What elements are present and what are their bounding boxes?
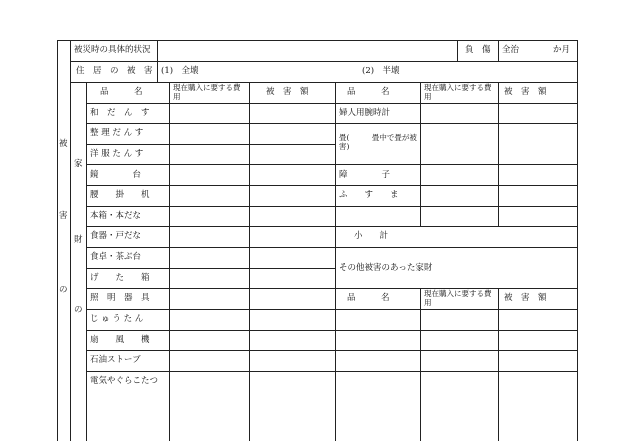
- rule: [86, 164, 577, 165]
- side-label: 財: [74, 235, 83, 245]
- rule: [70, 61, 577, 62]
- subtotal-label: 小 計: [354, 231, 389, 241]
- rule: [86, 123, 577, 124]
- list-item: 洋 服 た ん す: [90, 149, 144, 159]
- list-item: 本箱・本だな: [90, 211, 142, 221]
- column-header-item: 品 名: [347, 293, 390, 303]
- list-item: 石油ストーブ: [90, 355, 141, 365]
- rule: [157, 40, 158, 82]
- list-item: 婦人用腕時計: [339, 108, 391, 118]
- list-item: 整 理 だ ん す: [90, 128, 144, 138]
- rule: [86, 350, 577, 351]
- column-header-cost: 現在購入に要する費用: [424, 83, 492, 102]
- rule: [86, 185, 577, 186]
- rule: [86, 330, 577, 331]
- rule: [86, 82, 87, 441]
- list-item: 扇 風 機: [90, 335, 150, 345]
- side-label: 家: [74, 159, 83, 169]
- column-header-item: 品 名: [100, 87, 143, 97]
- rule: [57, 40, 577, 41]
- housing-option-full: (1) 全壊: [161, 66, 199, 76]
- list-item: ふ す ま: [339, 190, 399, 200]
- list-item: 食卓・茶ぶ台: [90, 252, 142, 262]
- rule: [577, 40, 578, 441]
- column-header-damage: 被 害 額: [504, 293, 547, 303]
- list-item: 照 明 器 具: [90, 293, 150, 303]
- rule: [498, 288, 499, 441]
- rule: [86, 247, 577, 248]
- side-label: 害: [59, 211, 68, 221]
- rule: [249, 82, 250, 441]
- rule: [86, 288, 577, 289]
- rule: [70, 82, 577, 83]
- rule: [498, 82, 499, 227]
- rule: [420, 82, 421, 227]
- housing-label: 住 居 の 被 害: [76, 66, 153, 76]
- list-item: 障 子: [339, 170, 391, 180]
- rule: [86, 371, 577, 372]
- list-item: 和 だ ん す: [90, 108, 150, 118]
- housing-option-half: (2) 半壊: [362, 66, 400, 76]
- rule: [57, 40, 58, 441]
- rule: [335, 82, 336, 441]
- list-item: げ た 箱: [90, 273, 150, 283]
- situation-label: 被災時の具体的状況: [74, 45, 151, 55]
- rule: [457, 40, 458, 61]
- list-item: 電気やぐらこたつ: [90, 376, 159, 386]
- side-label: 被: [59, 139, 68, 149]
- list-item: 腰 掛 机: [90, 190, 150, 200]
- rule: [86, 144, 335, 145]
- side-label: の: [59, 285, 68, 295]
- list-item: 食器・戸だな: [90, 231, 142, 241]
- column-header-cost: 現在購入に要する費用: [424, 289, 492, 308]
- column-header-damage: 被 害 額: [266, 87, 309, 97]
- other-items-label: その他被害のあった家財: [339, 263, 433, 273]
- rule: [86, 226, 577, 227]
- rule: [86, 309, 577, 310]
- rule: [70, 40, 71, 441]
- rule: [169, 82, 170, 441]
- column-header-cost: 現在購入に要する費用: [173, 83, 241, 102]
- rule: [420, 288, 421, 441]
- injury-label: 負 傷: [465, 45, 491, 55]
- rule: [498, 40, 499, 61]
- list-item: 畳( 畳中で畳が被害): [339, 133, 417, 152]
- list-item: じ ゅ う た ん: [90, 314, 144, 324]
- column-header-damage: 被 害 額: [504, 87, 547, 97]
- rule: [86, 206, 577, 207]
- side-label: の: [74, 305, 83, 315]
- column-header-item: 品 名: [347, 87, 390, 97]
- rule: [86, 103, 577, 104]
- rule: [86, 268, 335, 269]
- injury-value: 全治 か月: [502, 45, 571, 55]
- list-item: 鏡 台: [90, 170, 142, 180]
